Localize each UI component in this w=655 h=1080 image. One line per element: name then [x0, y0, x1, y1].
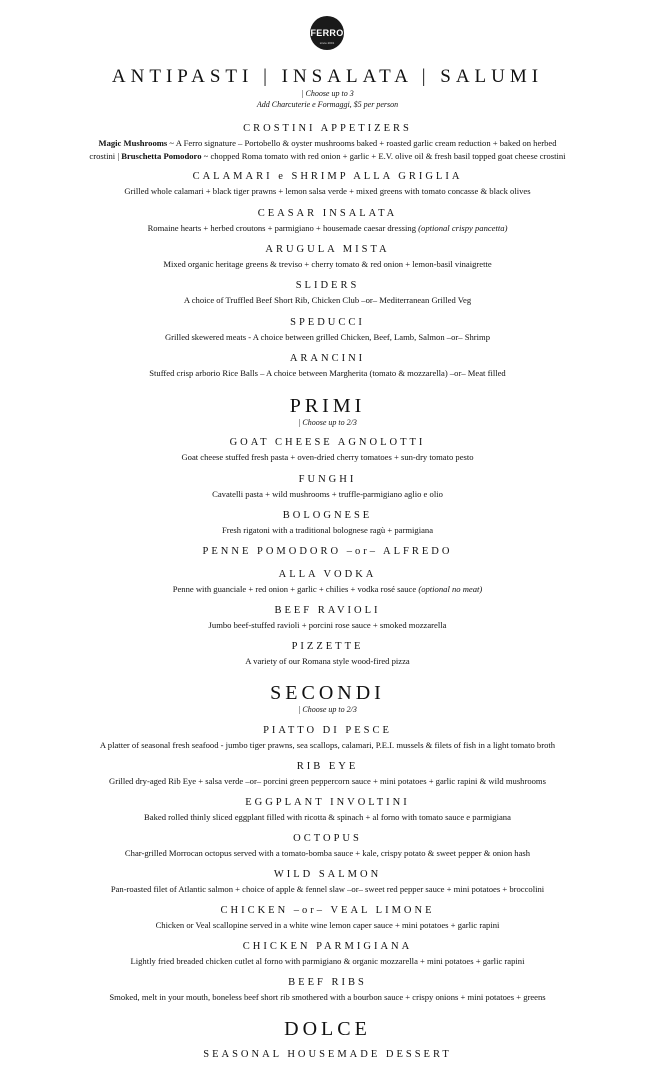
- menu-item-desc: Jumbo beef-stuffed ravioli + porcini rose sauce + smoked mozzarella: [208, 620, 447, 630]
- menu-item-desc: Smoked, melt in your mouth, boneless beef short rib smothered with a bourbon sauce + crispy onions + mini potatoes + greens: [109, 992, 546, 1002]
- desc-text: Penne with guanciale + red onion + garlic + chilies + vodka rosé sauce: [172, 584, 419, 594]
- menu-item-title: RIB EYE: [296, 761, 359, 772]
- menu-item-desc: [0, 151, 655, 161]
- menu-item-desc: [0, 584, 655, 594]
- menu-item-title: FUNGHI: [298, 474, 357, 485]
- menu-item-desc: A choice of Truffled Beef Short Rib, Chicken Club –or– Mediterranean Grilled Veg: [183, 295, 472, 305]
- menu-item-desc: A platter of seasonal fresh seafood - jumbo tiger prawns, sea scallops, calamari, P.E.I. mussels & filets of fish in a light tomato broth: [99, 740, 556, 750]
- logo-text: FERRO: [310, 28, 344, 38]
- menu-item-desc: Lightly fried breaded chicken cutlet al forno with parmigiano & organic mozzarella + mini potatoes + garlic rapini: [130, 956, 525, 966]
- desc-text: ~ chopped Roma tomato with red onion + garlic + E.V. olive oil & fresh basil topped goat cheese crostini: [201, 151, 566, 161]
- menu-item-title: CEASAR INSALATA: [257, 208, 398, 219]
- dolce-item: SEASONAL HOUSEMADE DESSERT: [203, 1049, 452, 1060]
- menu-item-desc: Grilled whole calamari + black tiger prawns + lemon salsa verde + mixed greens with tomato concasse & black olives: [124, 186, 531, 196]
- menu-item-desc: Grilled dry-aged Rib Eye + salsa verde –or– porcini green peppercorn sauce + mini potatoes + garlic rapini & wild mushrooms: [109, 776, 546, 786]
- menu-item-title: WILD SALMON: [273, 869, 382, 880]
- antipasti-title: ANTIPASTI | INSALATA | SALUMI: [111, 66, 544, 87]
- menu-item-desc: Pan-roasted filet of Atlantic salmon + choice of apple & fennel slaw –or– sweet red pepper sauce + mini potatoes + broccolini: [110, 884, 545, 894]
- bruschetta-label: Bruschetta Pomodoro: [121, 151, 202, 161]
- menu-item-desc: [0, 223, 655, 233]
- desc-italic: (optional crispy pancetta): [418, 223, 508, 233]
- menu-item-title: SLIDERS: [295, 280, 360, 291]
- desc-text: crostini |: [89, 151, 122, 161]
- menu-item-title: BOLOGNESE: [282, 510, 373, 521]
- menu-item-desc: A variety of our Romana style wood-fired pizza: [245, 656, 410, 666]
- menu-item-desc: Baked rolled thinly sliced eggplant filled with ricotta & spinach + al forno with tomato sauce e parmigiana: [144, 812, 511, 822]
- dolce-title: DOLCE: [284, 1018, 371, 1040]
- menu-item-title: BEEF RAVIOLI: [274, 605, 381, 616]
- menu-item-desc: [0, 138, 655, 148]
- menu-item-title: OCTOPUS: [293, 833, 362, 844]
- menu-item-desc: Fresh rigatoni with a traditional bolognese ragù + parmigiana: [221, 525, 434, 535]
- menu-item-desc: Chicken or Veal scallopine served in a white wine lemon caper sauce + mini potatoes + garlic rapini: [155, 920, 500, 930]
- menu-item-desc: Char-grilled Morrocan octopus served with a tomato-bomba sauce + kale, crispy potato & sweet pepper & onion hash: [124, 848, 531, 858]
- menu-item-title: CHICKEN –or– VEAL LIMONE: [220, 905, 435, 916]
- menu-item-title: BEEF RIBS: [288, 977, 367, 988]
- secondi-choose-note: | Choose up to 2/3: [298, 705, 357, 714]
- desc-text: Romaine hearts + herbed croutons + parmigiano + housemade caesar dressing: [147, 223, 419, 233]
- ferro-logo: [310, 16, 344, 50]
- menu-item-desc: Cavatelli pasta + wild mushrooms + truffle-parmigiano aglio e olio: [212, 489, 443, 499]
- antipasti-charcuterie-note: Add Charcuterie e Formaggi, $5 per person: [256, 100, 399, 109]
- logo-sub-text: since 2001: [319, 41, 335, 45]
- menu-item-title: CROSTINI APPETIZERS: [243, 123, 412, 134]
- menu-item-title: EGGPLANT INVOLTINI: [245, 797, 410, 808]
- desc-italic: (optional no meat): [418, 584, 483, 594]
- menu-item-title: CHICKEN PARMIGIANA: [242, 941, 413, 952]
- menu-item-desc: Mixed organic heritage greens & treviso + cherry tomato & red onion + lemon-basil vinaigrette: [163, 259, 492, 269]
- menu-item-title: ARUGULA MISTA: [265, 244, 390, 255]
- primi-choose-note: | Choose up to 2/3: [298, 418, 357, 427]
- menu-item-title: CALAMARI e SHRIMP ALLA GRIGLIA: [192, 171, 463, 182]
- menu-item-desc: Stuffed crisp arborio Rice Balls – A choice between Margherita (tomato & mozzarella) –or– Meat filled: [149, 368, 506, 378]
- menu-item-title: ARANCINI: [289, 353, 366, 364]
- menu-item-title: SPEDUCCI: [290, 317, 365, 328]
- desc-text: ~ A Ferro signature – Portobello & oyster mushrooms baked + roasted garlic cream reduction + baked on herbed: [167, 138, 557, 148]
- secondi-title: SECONDI: [270, 682, 385, 704]
- menu-item-title: PENNE POMODORO –or– ALFREDO: [202, 546, 453, 557]
- menu-item-desc: Grilled skewered meats - A choice between grilled Chicken, Beef, Lamb, Salmon –or– Shrimp: [164, 332, 491, 342]
- menu-item-desc: Goat cheese stuffed fresh pasta + oven-dried cherry tomatoes + sun-dry tomato pesto: [181, 452, 474, 462]
- menu-item-title: PIATTO DI PESCE: [263, 725, 392, 736]
- antipasti-choose-note: | Choose up to 3: [301, 89, 354, 98]
- menu-item-title: GOAT CHEESE AGNOLOTTI: [229, 437, 426, 448]
- primi-title: PRIMI: [289, 395, 366, 417]
- menu-item-title: PIZZETTE: [291, 641, 364, 652]
- magic-mushrooms-label: Magic Mushrooms: [98, 138, 168, 148]
- menu-item-title: ALLA VODKA: [278, 569, 377, 580]
